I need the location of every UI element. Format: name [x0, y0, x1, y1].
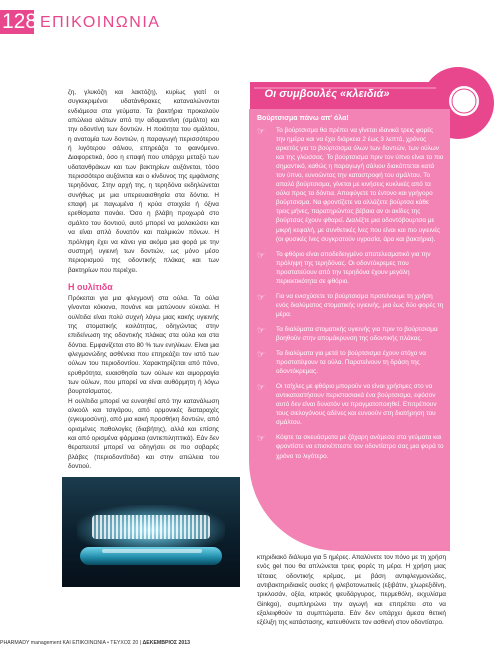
key-hole — [449, 86, 479, 116]
handle-highlight — [102, 549, 202, 553]
footer-date: ΔΕΚΕΜΒΡΙΟΣ 2013 — [142, 640, 191, 646]
toothbrush-bristles — [92, 515, 210, 539]
pointing-hand-icon: ☞ — [257, 324, 266, 335]
tip-item — [257, 325, 444, 343]
pointing-hand-icon: ☞ — [257, 382, 266, 393]
toothbrush-photo — [62, 477, 240, 587]
tip-text: Το φθόριο είναι αποδεδειγμένο αποτελεσματικό για την πρόληψη της τερηδόνας. Οι οδοντόκρεμες που προστατεύουν από την τερηδόνα έχουν μεγάλη περιεκτικότητα σε φθόριο. — [276, 250, 431, 285]
page-number: 128 — [2, 10, 38, 33]
section-title: ΕΠΙΚΟΙΝΩΝΙΑ — [40, 14, 161, 31]
pointing-hand-icon: ☞ — [257, 126, 266, 136]
gingivitis-paragraph-1: Πρόκειται για μια φλεγμονή στα ούλα. Τα ούλα γίνονται κόκκινα, πονάνε και ματώνουν εύκολα. Η ουλίτιδα είναι πολύ συχνή λόγω μιας κακής υγιεινής της στοματικής κοιλότητας, οδηγώντας στην επιδείνωση της οδοντικής πλάκας στα ούλα και στα δόντια. Εμφανίζεται στο 80 % των ενηλίκων. Είναι μια φλεγμονώδης ασθένεια που επηρεάζει τον ιστό των ούλων του περιοδοντίου. Χαρακτηρίζεται από πόνο, ερυθρότητα, ευαισθησία των ούλων και αιμορραγία των ούλων, που μπορεί να είναι αυθόρμητη ή λόγω βουρτσίσματος. — [68, 294, 219, 396]
intro-paragraph: ζη, γλυκόζη και λακτόζη), κυρίως γιατί οι συγκεκριμένοι υδατάνθρακες καταναλώνονται ενδιάμεσα στα γεύματα. Τα βακτήρια προκαλούν απώλεια αλάτων από την αδαμαντίνη (σμάλτο) και την οδοντίνη των δοντιών. Η ποιότητα του σμάλτου, η ανατομία των δοντιών, η παραγωγή περισσότερου ή λιγότερου σάλιου, επηρεάζει το φαινόμενο. Διαφορετικά, όσο η επαφή που υπάρχει μεταξύ των υδατανθράκων και των βακτηρίων αυξάνεται, τόσο περισσότερο αυξάνεται και ο κίνδυνος της εμφάνισης τερηδόνας. Στην αρχή της, η τερηδόνα εκδηλώνεται συνήθως με μια υπερευαισθησία στα δόντια. Η επαφή με παγωμένα ή κρύα στοιχεία ή όξινα ερεθίσματα πονάει. Όσο η βλάβη προχωρά στο σμάλτο του δοντιού, αυτό μπορεί να μαλακώσει και να είναι απλό δυνατόν και παλμικών πόνων. Η πρόληψη έχει να κάνει για ακόμα μια φορά με την συστηρή υγιεινή των δοντιών, ως μόνο μέσο περιορισμού της οδοντικής πλάκας και των βακτηρίων που περιέχει. — [68, 89, 219, 274]
gingivitis-paragraph-2: Η ουλίτιδα μπορεί να ευνοηθεί από την κατανάλωση αλκοόλ και τσιγάρου, από ορμονικές διαταραχές (εγκυμοσύνη), από μια κακή προσθήκη δοντιών, από ορισμένες παθολογίες (διαβήτης), αλλά και επίσης και από ορισμένα φάρμακα (αντιεπιληπτικά). Εάν δεν θεραπευτεί μπορεί να οδηγήσει σε πιο σοβαρές βλάβες (περιοδοντίτιδα) και στην απώλεια του δοντιού. — [68, 397, 219, 471]
pointing-hand-icon: ☞ — [257, 291, 266, 302]
tips-list — [257, 126, 444, 467]
tip-text: Κόψτε τα σκευάσματα με ζάχαρη ανάμεσα στα γεύματα και φροντίστε να επισκέπτεστε τον οδοντίατρο σας μια φορά το χρόνο το λιγότερο. — [276, 434, 444, 460]
tip-text: Τα διαλύματα στοματικής υγιεινής για πριν το βούρτσισμα βοηθούν στην απομάκρυνση της οδοντικής πλάκας. — [276, 325, 438, 342]
tip-item — [257, 382, 444, 427]
tip-item — [257, 292, 444, 319]
footer-publication: PHARMADY management ΚΑΙ ΕΠΙΚΟΙΝΩΝΙΑ • ΤΕΥΧΟΣ 20 | — [0, 640, 142, 646]
page-footer — [0, 640, 190, 646]
tip-text: Οι τσίχλες με φθόριο μπορούν να είναι χρήσιμες στο να αντικαταστήσουν περιστασιακά ένα βούρτσισμα, εφόσον αυτό δεν είναι δυνατόν να πραγματοποιηθεί. Επιτρέπουν τους σιελογόνους αδένες και ευνοούν στη διατήρηση του σμάλτου. — [276, 383, 437, 427]
tip-text: Το βούρτσισμα θα πρέπει να γίνεται ιδανικά τρεις φορές την ημέρα και να έχει διάρκεια 2 έως 3 λεπτά, χρόνος αρκετός για το βούρτσισμα όλων των δοντιών, των ούλων και της γλώσσας. Το βούρτσισμα πριν τον ύπνο είναι το πιο σημαντικό, καθώς η παραγωγή σάλιου διακόπτεται κατά τον ύπνο, ευνοώντας την καταστροφή του σμάλτου. Το απαλό βούρτσισμα, γίνεται με κινήσεις κυκλικές από τα ούλα προς τα δόντια. Αποφύγετε το έντονο και γρήγορο βούρτσισμα. Να φροντίζετε να αλλάζετε βούρτσα κάθε τρεις μήνες, παρατηρώντας βέβαια αν οι ακίδες της βούρτσας έχουν φθαρεί. Διαλέξτε μια οδοντόβουρτσα με μικρή κεφαλή, με συνθετικές ίνες που είναι και πιο υγιεινές (οι φυσικές ίνες συγκρατούν υγρασία, άρα και βακτήρια). — [276, 127, 444, 243]
page-header — [0, 10, 500, 34]
left-column — [68, 88, 219, 530]
tip-text: Για να ενισχύσετε το βούρτσισμα προτείνουμε τη χρήση ενός διαλύματος στοματικής υγιεινής, μια έως δύο φορές τη μέρα. — [276, 292, 444, 318]
pointing-hand-icon: ☞ — [257, 349, 266, 360]
tip-item — [257, 250, 444, 286]
tips-subtitle: Βούρτσισμα πάνω απ' όλα! — [257, 115, 349, 122]
pointing-hand-icon: ☞ — [257, 433, 266, 444]
tip-item — [257, 126, 444, 244]
tips-title: Οι συμβουλές «κλειδιά» — [264, 88, 390, 100]
page-number-box — [0, 10, 38, 34]
tip-item — [257, 349, 444, 376]
gingivitis-heading: Η ουλίτιδα — [68, 281, 113, 292]
right-column — [257, 553, 446, 628]
tip-item — [257, 433, 444, 460]
tip-text: Τα διαλύματα για μετά το βούρτσισμα έχουν στόχο να προστατέψουν τα ούλα. Παρατείνουν τη δράση της οδοντόκρεμας. — [276, 350, 426, 376]
pointing-hand-icon: ☞ — [257, 249, 266, 260]
continuation-paragraph: κτηριδιακό διάλυμα για 5 ημέρες. Απαλύνετε τον πόνο με τη χρήση ενός gel που θα απλώνεται τρεις φορές τη μέρα. Η χρήση μιας τέτοιας οδοντικής κρέμας, με βάση αντιφλεγμονώδες, αντιβακτηριδιακές ουσίες ή φλεβοτονωτικές (εξιβάτιν, χλωρεξιδίνη, τρικλοσάν, οξέα, κιτρικός ψευδάργυρος, περμεθόλη, εκχυλίσμα Ginkgo), συμπληρώνει την αγωγή και επιτρέπει στο να εξαλειφθούν τα συμπτώματα. Εάν δεν υπάρχει άμεσα θετική εξέλιξη της κατάστασης, κατευθύνετε τον ασθενή στον οδοντίατρο. — [257, 554, 446, 627]
